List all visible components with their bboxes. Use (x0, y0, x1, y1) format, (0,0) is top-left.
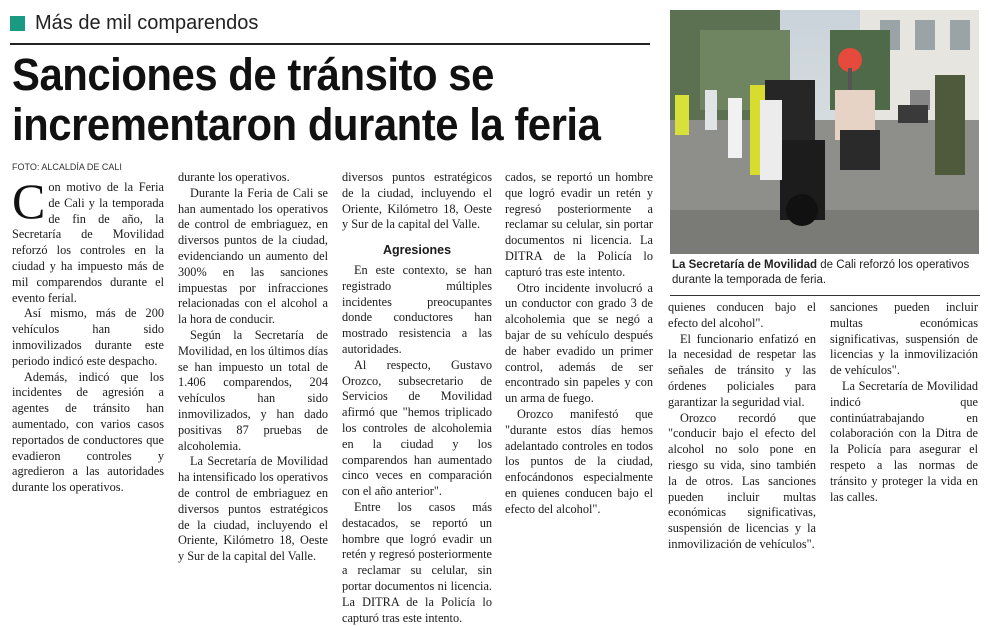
paragraph-13-cont: sanciones pueden incluir multas económicas significativas, suspensión de licencias y la inmovilización de vehículos". (830, 300, 978, 378)
dropcap: C (12, 173, 46, 229)
paragraph-4: Durante la Feria de Cali se han aumentado los operativos de control de embriaguez, en diversos puntos de la ciudad, evidenciando un aumento del 300% en las sanciones impuestas por infracciones relacionadas con el alcohol a la hora de conducir. (178, 185, 328, 327)
paragraph-9-cont: cados, se reportó un hombre que logró evadir un retén y regresó posteriormente a reclamar su celular, sin portar documentos ni licencia. La DITRA de la Policía lo capturó tras este intento. (505, 170, 653, 279)
paragraph-1: Con motivo de la Feria de Cali y la temporada de fin de año, la Secretaría de Movilidad reforzó los controles en la ciudad y ha impuesto más de mil comparendos durante el evento ferial. (12, 173, 164, 305)
paragraph-10: Otro incidente involucró a un conductor con grado 3 de alcoholemia que se negó a bajar de su vehículo después de haber evadido un primer control, además de ser encontrado sin papeles y con un arma de fuego. (505, 280, 653, 406)
section-kicker (10, 12, 258, 35)
article-column-1 (12, 173, 164, 496)
paragraph-12: El funcionario enfatizó en la necesidad de respetar las señales de tránsito y las órdenes policiales para garantizar la seguridad vial. (668, 331, 816, 409)
article-column-6 (830, 300, 978, 504)
photo-caption (672, 258, 980, 288)
article-headline (12, 50, 617, 150)
paragraph-7: En este contexto, se han registrado múltiples incidentes preocupantes donde conductores han mostrado resistencia a las autoridades. (342, 262, 492, 356)
headline-line-1: Sanciones de tránsito se (12, 49, 494, 100)
caption-divider (670, 295, 980, 296)
paragraph-3-cont: durante los operativos. (178, 170, 290, 184)
headline-line-2: incrementaron durante la feria (12, 99, 601, 150)
paragraph-2: Así mismo, más de 200 vehículos han sido inmovilizados durante este periodo indicó este despacho. (12, 306, 164, 368)
photo-credit: FOTO: ALCALDÍA DE CALI (12, 162, 122, 172)
article-column-4 (505, 170, 653, 516)
caption-bold: La Secretaría de Movilidad (672, 259, 818, 271)
paragraph-8: Al respecto, Gustavo Orozco, subsecretario de Servicios de Movilidad afirmó que "hemos triplicado los controles de alcoholemia en la ciudad y los comparendos han aumentado cinco veces en comparación con el año anterior". (342, 357, 492, 499)
kicker-square-icon (10, 16, 25, 31)
street-checkpoint-photo-icon (670, 10, 979, 254)
paragraph-6-cont: diversos puntos estratégicos de la ciudad, incluyendo el Oriente, Kilómetro 18, Oeste y Sur de la capital del Valle. (342, 170, 492, 232)
paragraph-11: Orozco manifestó que "durante estos días hemos adelantado controles en todos los puntos de la ciudad, enfocándonos especialmente en quienes conducen bajo el efecto del alcohol". (505, 406, 653, 516)
paragraph-3: Además, indicó que los incidentes de agresión a agentes de tránsito han aumentado, con varios casos reportados de conductores que evadieron controles y agredieron a las autoridades durante los operativos. (12, 369, 164, 495)
subheading-agresiones: Agresiones (382, 243, 452, 258)
article-photo (670, 10, 979, 254)
paragraph-11-cont: quienes conducen bajo el efecto del alcohol". (668, 300, 816, 330)
kicker-text: Más de mil comparendos (35, 12, 259, 34)
article-column-2 (178, 170, 328, 564)
paragraph-5: Según la Secretaría de Movilidad, en los últimos días se han impuesto un total de 1.406 comparendos, 204 vehículos han sido inmovilizados, y han dado positivas 87 pruebas de alcoholemia. (178, 327, 328, 453)
caption-text: de Cali reforzó los operativos durante la temporada de feria. (672, 259, 970, 286)
paragraph-6: La Secretaría de Movilidad ha intensificado los operativos de control de embriaguez en diversos puntos estratégicos de la ciudad, incluyendo el Oriente, Kilómetro 18, Oeste y Sur de la capital del Valle. (178, 454, 328, 564)
article-column-3 (342, 170, 492, 625)
paragraph-13: Orozco recordó que "conducir bajo el efecto del alcohol no solo pone en riesgo su vida, sino también la de otros. Las sanciones pueden incluir multas económicas significativas, suspensión de licencias y la inmovilización de vehículos". (668, 410, 816, 551)
paragraph-14: La Secretaría de Movilidad indicó que continúatrabajando en colaboración con la Ditra de la Policía para asegurar el respeto a las normas de tránsito y proteger la vida en las calles. (830, 378, 978, 504)
paragraph-9: Entre los casos más destacados, se reportó un hombre que logró evadir un retén y regresó posteriormente a reclamar su celular, sin portar documentos ni licencia. La DITRA de la Policía lo capturó tras este intento. (342, 499, 492, 625)
article-column-5 (668, 300, 816, 551)
kicker-divider (10, 43, 650, 45)
